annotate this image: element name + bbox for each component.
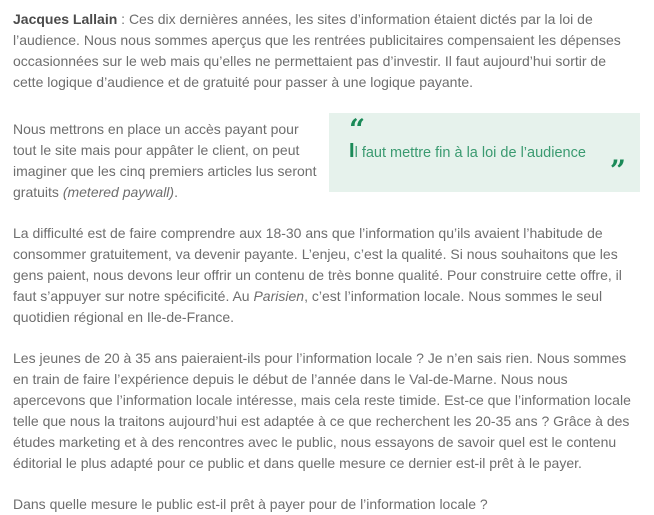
pullquote-box [329,113,640,192]
speaker-name: Jacques Lallain [13,11,118,27]
paywall-term: (metered paywall) [62,184,175,200]
newspaper-name: Parisien [253,288,305,304]
paragraph-experiment: Les jeunes de 20 à 35 ans paieraient-ils pour l’information locale ? Je n’en sais rien. Nous sommes en train de faire l’expérience depuis le début de l’année dans le Val-de-Marne. Nous nous apercevons que l’information locale intéresse, mais cela reste timide. Est-ce que l’information locale telle que nous la traitons aujourd’hui est adaptée à ce que recherchent les 20-35 ans ? Grâce à des études marketing et à des rencontres avec le public, nous essayons de savoir quel est le contenu éditorial le plus adapté pour ce public et dans quelle mesure ce dernier est-il prêt à le payer. [13,350,631,471]
question-line: Dans quelle mesure le public est-il prêt à payer pour de l’information locale ? [13,496,488,512]
paragraph-intro [13,9,640,93]
close-quote-icon: ” [609,154,626,187]
paragraph-quality-text: La difficulté est de faire comprendre aux 18-30 ans que l’information qu’ils avaient l’habitude de consommer gratuitement, va devenir payante. L’enjeu, c’est la qualité. Si nous souhaitons que les gens paient, nous devons leur offrir un contenu de très bonne qualité. Pour construire cette offre, il faut s’appuyer sur notre spécificité. Au [13,225,622,304]
pullquote-initial-letter: I [349,140,355,162]
quote-section [13,113,640,203]
pullquote-rest: l faut mettre fin à la loi de l’audience [354,145,586,161]
paragraph-intro-text: : Ces dix dernières années, les sites d’information étaient dictés par la loi de l’audience. Nous nous sommes aperçus que les rentrées publicitaires compensaient les dépenses occasionnées sur le web mais qu’elles ne permettaient pas d’investir. Il faut aujourd’hui sortir de cette logique d’audience et de gratuité pour passer à une logique payante. [13,11,621,90]
paragraph-paywall-text: Nous mettrons en place un accès payant pour tout le site mais pour appâter le client, on peut imaginer que les cinq premiers articles lus seront gratuits [13,121,317,200]
open-quote-icon: “ [349,113,366,146]
paragraph-quality [13,223,640,328]
paragraph-paywall-end: . [174,184,178,200]
paragraph-paywall [13,113,319,203]
pullquote-text [349,142,626,162]
paragraph-quality-end: , c’est l’information locale. Nous sommes le seul quotidien régional en Ile-de-France. [13,288,603,325]
